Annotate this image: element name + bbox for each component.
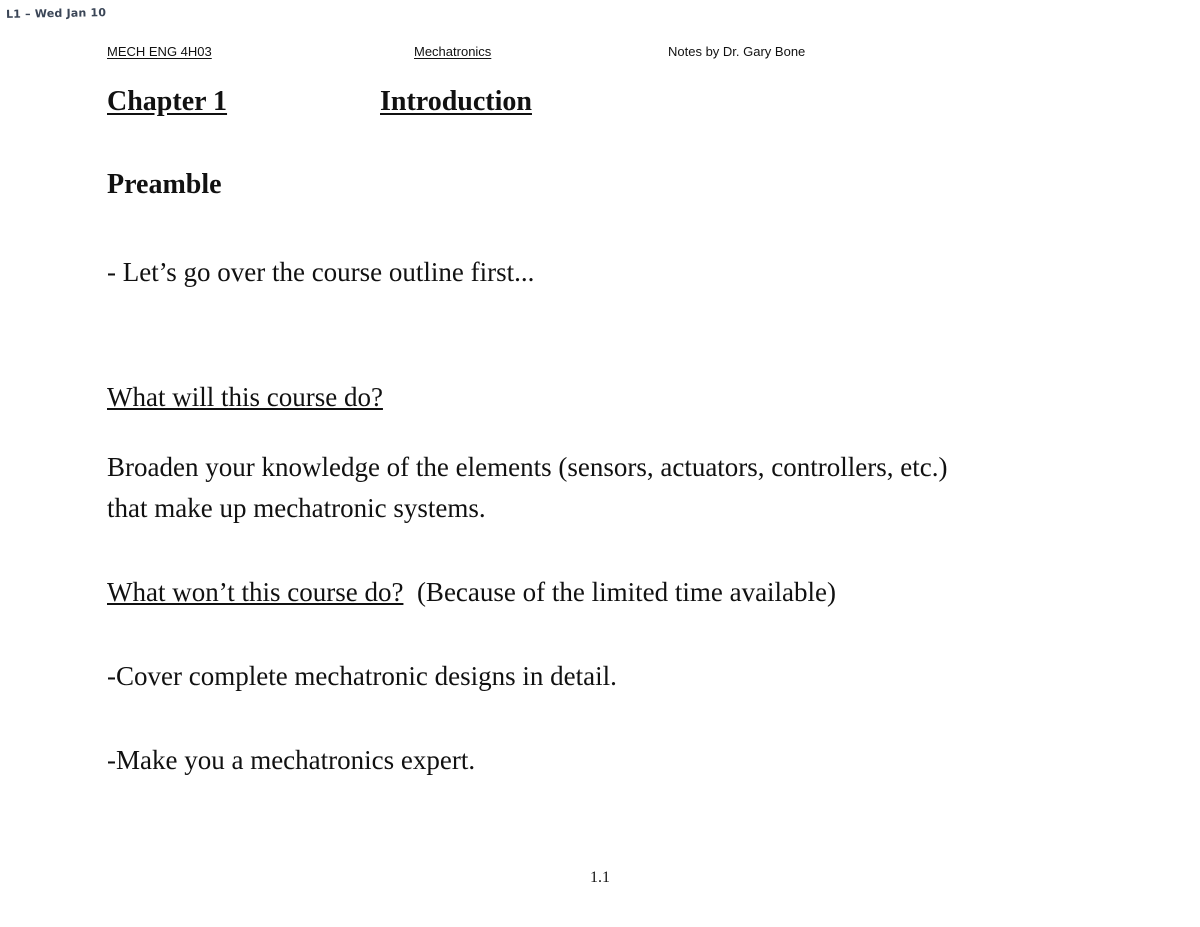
point-expert: -Make you a mechatronics expert.: [107, 745, 476, 775]
broaden-line-2: that make up mechatronic systems.: [107, 493, 486, 523]
question-wont-note: (Because of the limited time available): [416, 577, 837, 607]
chapter-label: Chapter 1: [107, 86, 228, 117]
broaden-paragraph: [107, 447, 947, 529]
point-cover: -Cover complete mechatronic designs in detail.: [107, 661, 617, 691]
broaden-line-1: Broaden your knowledge of the elements (sensors, actuators, controllers, etc.): [107, 452, 948, 482]
question-wont: What won’t this course do?: [107, 577, 404, 607]
handwritten-annotation: L1 – Wed Jan 10: [5, 6, 107, 21]
chapter-title: Introduction: [380, 86, 532, 117]
header-subject: Mechatronics: [414, 44, 492, 59]
outline-paragraph: - Let’s go over the course outline first...: [107, 257, 535, 287]
header-author-notes: Notes by Dr. Gary Bone: [668, 44, 806, 59]
question-wont-line: [107, 572, 836, 613]
question-will: What will this course do?: [107, 382, 383, 412]
page-number: 1.1: [590, 869, 610, 886]
header-course-code: MECH ENG 4H03: [107, 44, 212, 59]
section-heading-preamble: Preamble: [107, 169, 222, 200]
